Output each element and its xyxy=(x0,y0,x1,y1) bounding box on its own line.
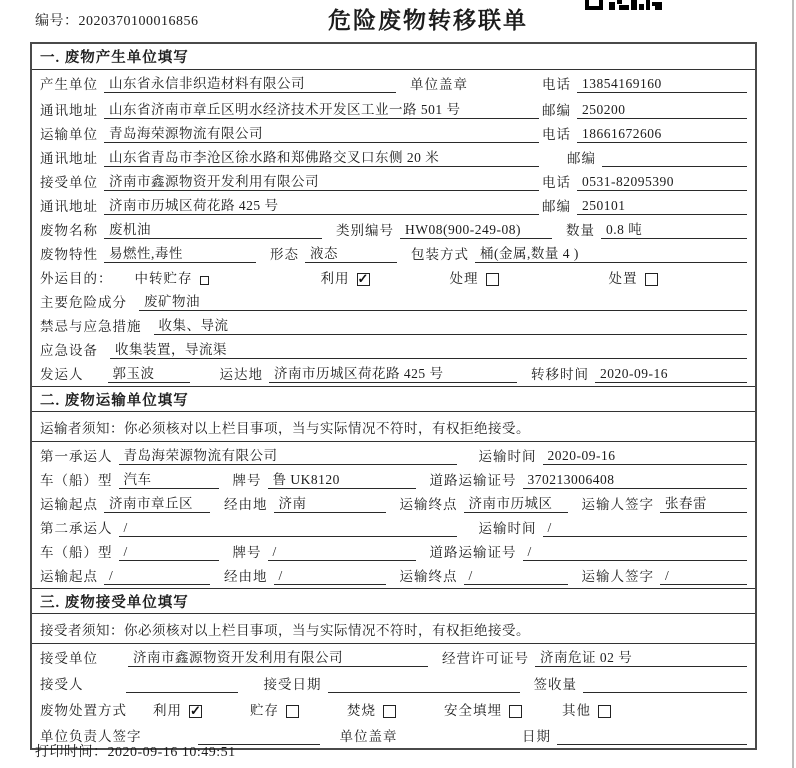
phone3-label: 电话 xyxy=(542,175,571,190)
transfer-time-value: 2020-09-16 xyxy=(595,366,747,383)
via1-value: 济南 xyxy=(274,492,386,513)
route2-row xyxy=(32,564,755,588)
purpose-treat-checkbox xyxy=(486,273,499,286)
disposal-option-other xyxy=(562,699,611,719)
date2-label: 日期 xyxy=(522,729,551,744)
purpose-option-dispose xyxy=(609,267,658,287)
carrier2-label: 第二承运人 xyxy=(40,521,113,536)
destination-label: 运达地 xyxy=(219,367,263,382)
manager-sign-label: 单位负责人签字 xyxy=(40,729,142,744)
transporter-value: 青岛海荣源物流有限公司 xyxy=(104,122,539,143)
waste-name-label: 废物名称 xyxy=(40,223,98,238)
taboo-row xyxy=(32,314,755,338)
permit2-label: 道路运输证号 xyxy=(429,545,517,560)
disposal-option-burn xyxy=(347,699,396,719)
form-label: 形态 xyxy=(270,247,299,262)
receive-unit-row xyxy=(32,644,755,670)
zip3-value: 250101 xyxy=(577,198,747,215)
equipment-row xyxy=(32,338,755,362)
permit1-value: 370213006408 xyxy=(523,472,748,489)
end1-label: 运输终点 xyxy=(399,497,458,512)
receive-person-value xyxy=(126,692,238,693)
print-time-label: 打印时间： xyxy=(35,745,108,760)
sign1-value: 张春雷 xyxy=(660,492,747,513)
date2-value xyxy=(557,744,747,745)
print-time-value: 2020-09-16 10:49:51 xyxy=(107,745,236,760)
trait-label: 废物特性 xyxy=(40,247,98,262)
time2-label: 运输时间 xyxy=(478,521,537,536)
phone1-value: 13854169160 xyxy=(577,76,747,93)
disposal-option-use xyxy=(153,699,202,719)
unit-seal2-label: 单位盖章 xyxy=(339,729,398,744)
zip2-label: 邮编 xyxy=(567,151,596,166)
receive-unit-value: 济南市鑫源物资开发利用有限公司 xyxy=(128,646,428,667)
hazard-row xyxy=(32,290,755,314)
transporter-row xyxy=(32,122,755,146)
purpose-label: 外运目的： xyxy=(40,271,113,286)
purpose-treat-label: 处理 xyxy=(449,271,479,286)
end1-value: 济南市历城区 xyxy=(464,492,568,513)
phone2-label: 电话 xyxy=(542,127,571,142)
disposal-landfill-label: 安全填埋 xyxy=(444,703,502,718)
hazard-value: 废矿物油 xyxy=(139,290,747,311)
serial-number xyxy=(35,10,199,30)
disposal-row xyxy=(32,696,755,722)
qty-label: 数量 xyxy=(566,223,595,238)
purpose-dispose-checkbox xyxy=(645,273,658,286)
route1-row xyxy=(32,492,755,516)
document-header xyxy=(0,0,796,40)
time1-value: 2020-09-16 xyxy=(543,448,748,465)
sign1-label: 运输人签字 xyxy=(581,497,654,512)
purpose-dispose-label: 处置 xyxy=(608,271,638,286)
addr2-label: 通讯地址 xyxy=(40,151,98,166)
disposal-label: 废物处置方式 xyxy=(40,703,127,718)
waste-name-value: 废机油 xyxy=(104,218,322,239)
serial-value: 2020370100016856 xyxy=(78,14,199,29)
producer-label: 产生单位 xyxy=(40,77,98,92)
disposal-option-landfill xyxy=(444,699,522,719)
print-time xyxy=(35,741,236,761)
origin2-value: / xyxy=(104,568,210,585)
disposal-landfill-checkbox xyxy=(509,705,522,718)
end2-label: 运输终点 xyxy=(399,569,458,584)
end2-value: / xyxy=(464,568,568,585)
purpose-row xyxy=(32,266,755,290)
page-title: 危险废物转移联单 xyxy=(328,8,528,33)
qty-value: 0.8 吨 xyxy=(601,218,747,239)
disposal-other-label: 其他 xyxy=(562,703,591,718)
plate1-value: 鲁 UK8120 xyxy=(268,468,416,489)
equipment-value: 收集装置，导流渠 xyxy=(110,338,747,359)
sign-amount-value xyxy=(583,692,747,693)
taboo-value: 收集、导流 xyxy=(154,314,748,335)
receiver-value: 济南市鑫源物资开发利用有限公司 xyxy=(104,170,539,191)
via1-label: 经由地 xyxy=(224,497,268,512)
trait-value: 易燃性,毒性 xyxy=(104,242,256,263)
category-value: HW08(900-249-08) xyxy=(400,222,552,239)
vehicle2-label: 车（船）型 xyxy=(40,545,113,560)
receive-person-label: 接受人 xyxy=(40,677,84,692)
zip1-label: 邮编 xyxy=(542,103,571,118)
transporter-address-row xyxy=(32,146,755,170)
purpose-use-label: 利用 xyxy=(320,271,350,286)
carrier2-value: / xyxy=(119,520,457,537)
vehicle2-row xyxy=(32,540,755,564)
origin1-value: 济南市章丘区 xyxy=(104,492,210,513)
disposal-option-store xyxy=(250,699,299,719)
producer-row xyxy=(32,70,755,96)
sign2-value: / xyxy=(660,568,747,585)
purpose-option-use xyxy=(321,267,370,287)
receiver-notice: 接受者须知：你必须核对以上栏目事项，当与实际情况不符时，有权拒绝接受。 xyxy=(32,614,755,644)
addr3-value: 济南市历城区荷花路 425 号 xyxy=(104,194,539,215)
via2-value: / xyxy=(274,568,386,585)
waste-trait-row xyxy=(32,242,755,266)
producer-value: 山东省永信非织造材料有限公司 xyxy=(104,72,396,93)
license-label: 经营许可证号 xyxy=(442,651,529,666)
equipment-label: 应急设备 xyxy=(40,343,98,358)
purpose-transfer-label: 中转贮存 xyxy=(134,271,193,286)
section1-title: 一. 废物产生单位填写 xyxy=(32,44,755,70)
shipper-value: 郭玉波 xyxy=(108,362,190,383)
vehicle1-row xyxy=(32,468,755,492)
origin1-label: 运输起点 xyxy=(40,497,98,512)
sign2-label: 运输人签字 xyxy=(581,569,654,584)
purpose-option-transfer xyxy=(135,267,209,287)
zip1-value: 250200 xyxy=(577,102,747,119)
receive-date-value xyxy=(328,692,520,693)
addr1-label: 通讯地址 xyxy=(40,103,98,118)
packing-value: 桶(金属,数量 4 ) xyxy=(475,242,747,263)
vehicle2-value: / xyxy=(119,544,219,561)
carrier1-row xyxy=(32,442,755,468)
producer-address-row xyxy=(32,96,755,122)
time1-label: 运输时间 xyxy=(478,449,537,464)
unit-seal-label: 单位盖章 xyxy=(410,77,468,92)
disposal-use-label: 利用 xyxy=(153,703,182,718)
serial-label: 编号： xyxy=(35,14,79,29)
license-value: 济南危证 02 号 xyxy=(535,646,747,667)
purpose-use-checkbox xyxy=(357,273,370,286)
carrier2-row xyxy=(32,516,755,540)
origin2-label: 运输起点 xyxy=(40,569,98,584)
addr1-value: 山东省济南市章丘区明水经济技术开发区工业一路 501 号 xyxy=(104,98,539,119)
vehicle1-label: 车（船）型 xyxy=(40,473,113,488)
zip3-label: 邮编 xyxy=(542,199,571,214)
zip2-value xyxy=(602,166,747,167)
shipper-label: 发运人 xyxy=(40,367,84,382)
disposal-store-checkbox xyxy=(286,705,299,718)
transfer-time-label: 转移时间 xyxy=(531,367,589,382)
hazard-label: 主要危险成分 xyxy=(40,295,127,310)
disposal-burn-checkbox xyxy=(383,705,396,718)
packing-label: 包装方式 xyxy=(411,247,469,262)
shipper-row xyxy=(32,362,755,386)
transporter-notice: 运输者须知：你必须核对以上栏目事项，当与实际情况不符时，有权拒绝接受。 xyxy=(32,412,755,442)
destination-value: 济南市历城区荷花路 425 号 xyxy=(269,362,517,383)
disposal-use-checkbox xyxy=(189,705,202,718)
plate1-label: 牌号 xyxy=(232,473,262,488)
section2-title: 二. 废物运输单位填写 xyxy=(32,386,755,412)
plate2-value: / xyxy=(268,544,416,561)
receiver-row xyxy=(32,170,755,194)
carrier1-label: 第一承运人 xyxy=(40,449,113,464)
taboo-label: 禁忌与应急措施 xyxy=(40,319,142,334)
carrier1-value: 青岛海荣源物流有限公司 xyxy=(119,444,457,465)
receive-person-row xyxy=(32,670,755,696)
manifest-form xyxy=(30,42,757,750)
category-label: 类别编号 xyxy=(336,223,394,238)
vehicle1-value: 汽车 xyxy=(119,468,219,489)
purpose-transfer-checkbox xyxy=(200,276,209,285)
via2-label: 经由地 xyxy=(224,569,268,584)
receive-unit-label: 接受单位 xyxy=(40,651,98,666)
permit1-label: 道路运输证号 xyxy=(429,473,517,488)
phone2-value: 18661672606 xyxy=(577,126,747,143)
addr3-label: 通讯地址 xyxy=(40,199,98,214)
disposal-other-checkbox xyxy=(598,705,611,718)
receiver-label: 接受单位 xyxy=(40,175,98,190)
addr2-value: 山东省青岛市李沧区徐水路和郑佛路交叉口东侧 20 米 xyxy=(104,146,539,167)
form-value: 液态 xyxy=(305,242,397,263)
qr-code-icon xyxy=(585,0,663,10)
receiver-address-row xyxy=(32,194,755,218)
transporter-label: 运输单位 xyxy=(40,127,98,142)
time2-value: / xyxy=(543,520,748,537)
phone1-label: 电话 xyxy=(542,77,571,92)
disposal-burn-label: 焚烧 xyxy=(347,703,376,718)
permit2-value: / xyxy=(523,544,748,561)
disposal-store-label: 贮存 xyxy=(250,703,279,718)
waste-name-row xyxy=(32,218,755,242)
sign-amount-label: 签收量 xyxy=(533,677,577,692)
purpose-option-treat xyxy=(450,267,499,287)
plate2-label: 牌号 xyxy=(232,545,262,560)
viewer-page-edge xyxy=(792,0,794,768)
phone3-value: 0531-82095390 xyxy=(577,174,747,191)
receive-date-label: 接受日期 xyxy=(263,677,322,692)
section3-title: 三. 废物接受单位填写 xyxy=(32,588,755,614)
